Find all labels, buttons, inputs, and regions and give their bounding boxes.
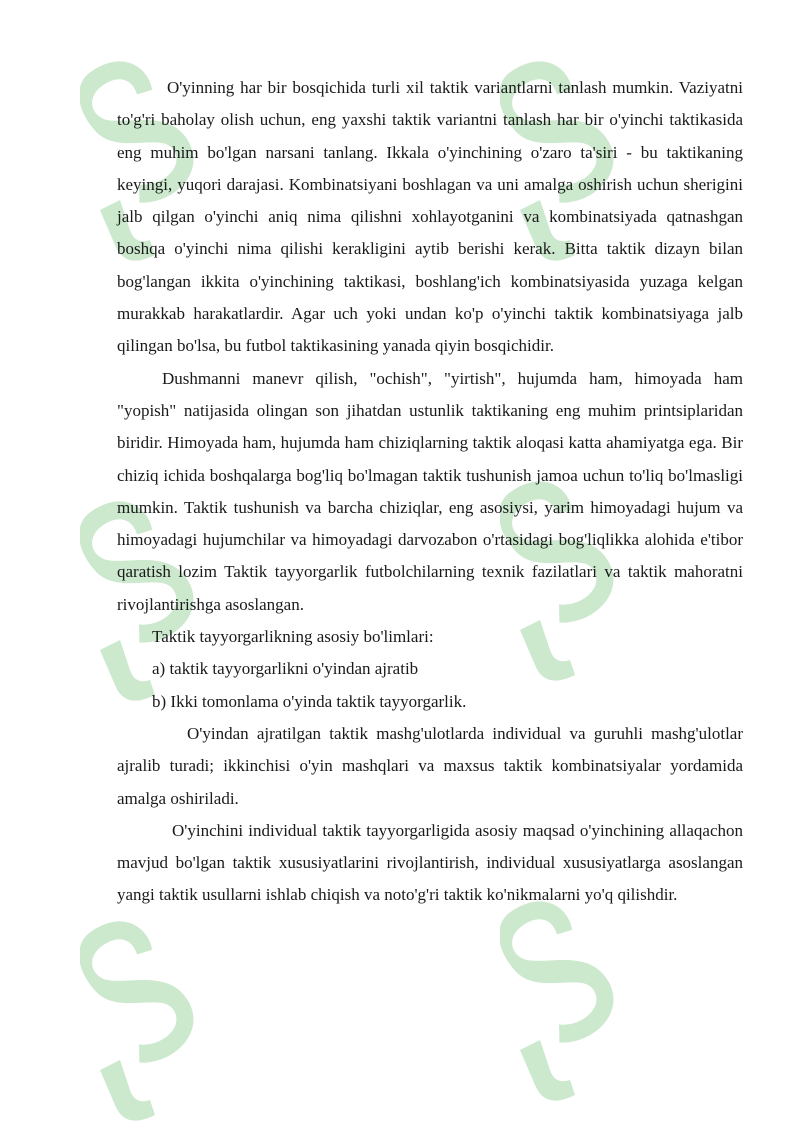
soff-watermark [80,900,230,1130]
paragraph: O'yinning har bir bosqichida turli xil taktik variantlarni tanlash mumkin. Vaziyatni to'g'ri baholay olish uchun, eng yaxshi taktik variantni tanlash har bir o'yinchi taktikasida eng muhim bo'lgan narsani tanlang. Ikkala o'yinchining o'zaro ta'siri - bu taktikaning keyingi, yuqori darajasi. Kombinatsiyani boshlagan va uni amalga oshirish uchun sherigini jalb qilgan o'yinchi aniq nima qilishni xohlayotganini va kombinatsiyada qatnashgan boshqa o'yinchi nima qilishi kerakligini aytib berishi kerak. Bitta taktik dizayn bilan bog'langan ikkita o'yinchining taktikasi, boshlang'ich kombinatsiyasida yuzaga kelgan murakkab harakatlardir. Agar uch yoki undan ko'p o'yinchi taktik kombinatsiyaga jalb qilingan bo'lsa, bu futbol taktikasining yanada qiyin bosqichidir. [117,78,743,356]
list-item: b) Ikki tomonlama o'yinda taktik tayyorgarlik. [152,691,467,711]
paragraph: O'yindan ajratilgan taktik mashg'ulotlarda individual va guruhli mashg'ulotlar ajralib turadi; ikkinchisi o'yin mashqlari va maxsus taktik kombinatsiyalar yordamida amalga oshiriladi. [117,723,743,808]
paragraph: O'yinchini individual taktik tayyorgarligida asosiy maqsad o'yinchining allaqachon mavjud bo'lgan taktik xususiyatlarini rivojlantirish, individual xususiyatlarga asoslangan yangi taktik usullarni ishlab chiqish va noto'g'ri taktik ko'nikmalarni yo'q qilishdir. [117,820,743,905]
list-item: a) taktik tayyorgarlikni o'yindan ajratib [152,659,419,679]
document-page [117,72,743,912]
soff-watermark [500,880,650,1110]
section-heading: Taktik tayyorgarlikning asosiy bo'limlari: [152,627,434,647]
paragraph: Dushmanni manevr qilish, "ochish", "yirtish", hujumda ham, himoyada ham "yopish" natijasida olingan son jihatdan ustunlik taktikaning eng muhim printsiplaridan biridir. Himoyada ham, hujumda ham chiziqlarning taktik aloqasi katta ahamiyatga ega. Bir chiziq ichida boshqalarga bog'liq bo'lmagan taktik tushunish jamoa uchun to'liq bo'lmasligi mumkin. Taktik tushunish va barcha chiziqlar, eng asosiysi, yarim himoyadagi hujum va himoyadagi hujumchilar va himoyadagi darvozabon o'rtasidagi bog'liqlikka alohida e'tibor qaratish lozim Taktik tayyorgarlik futbolchilarning texnik fazilatlari va taktik mahoratni rivojlantirishga asoslangan. [117,368,743,614]
